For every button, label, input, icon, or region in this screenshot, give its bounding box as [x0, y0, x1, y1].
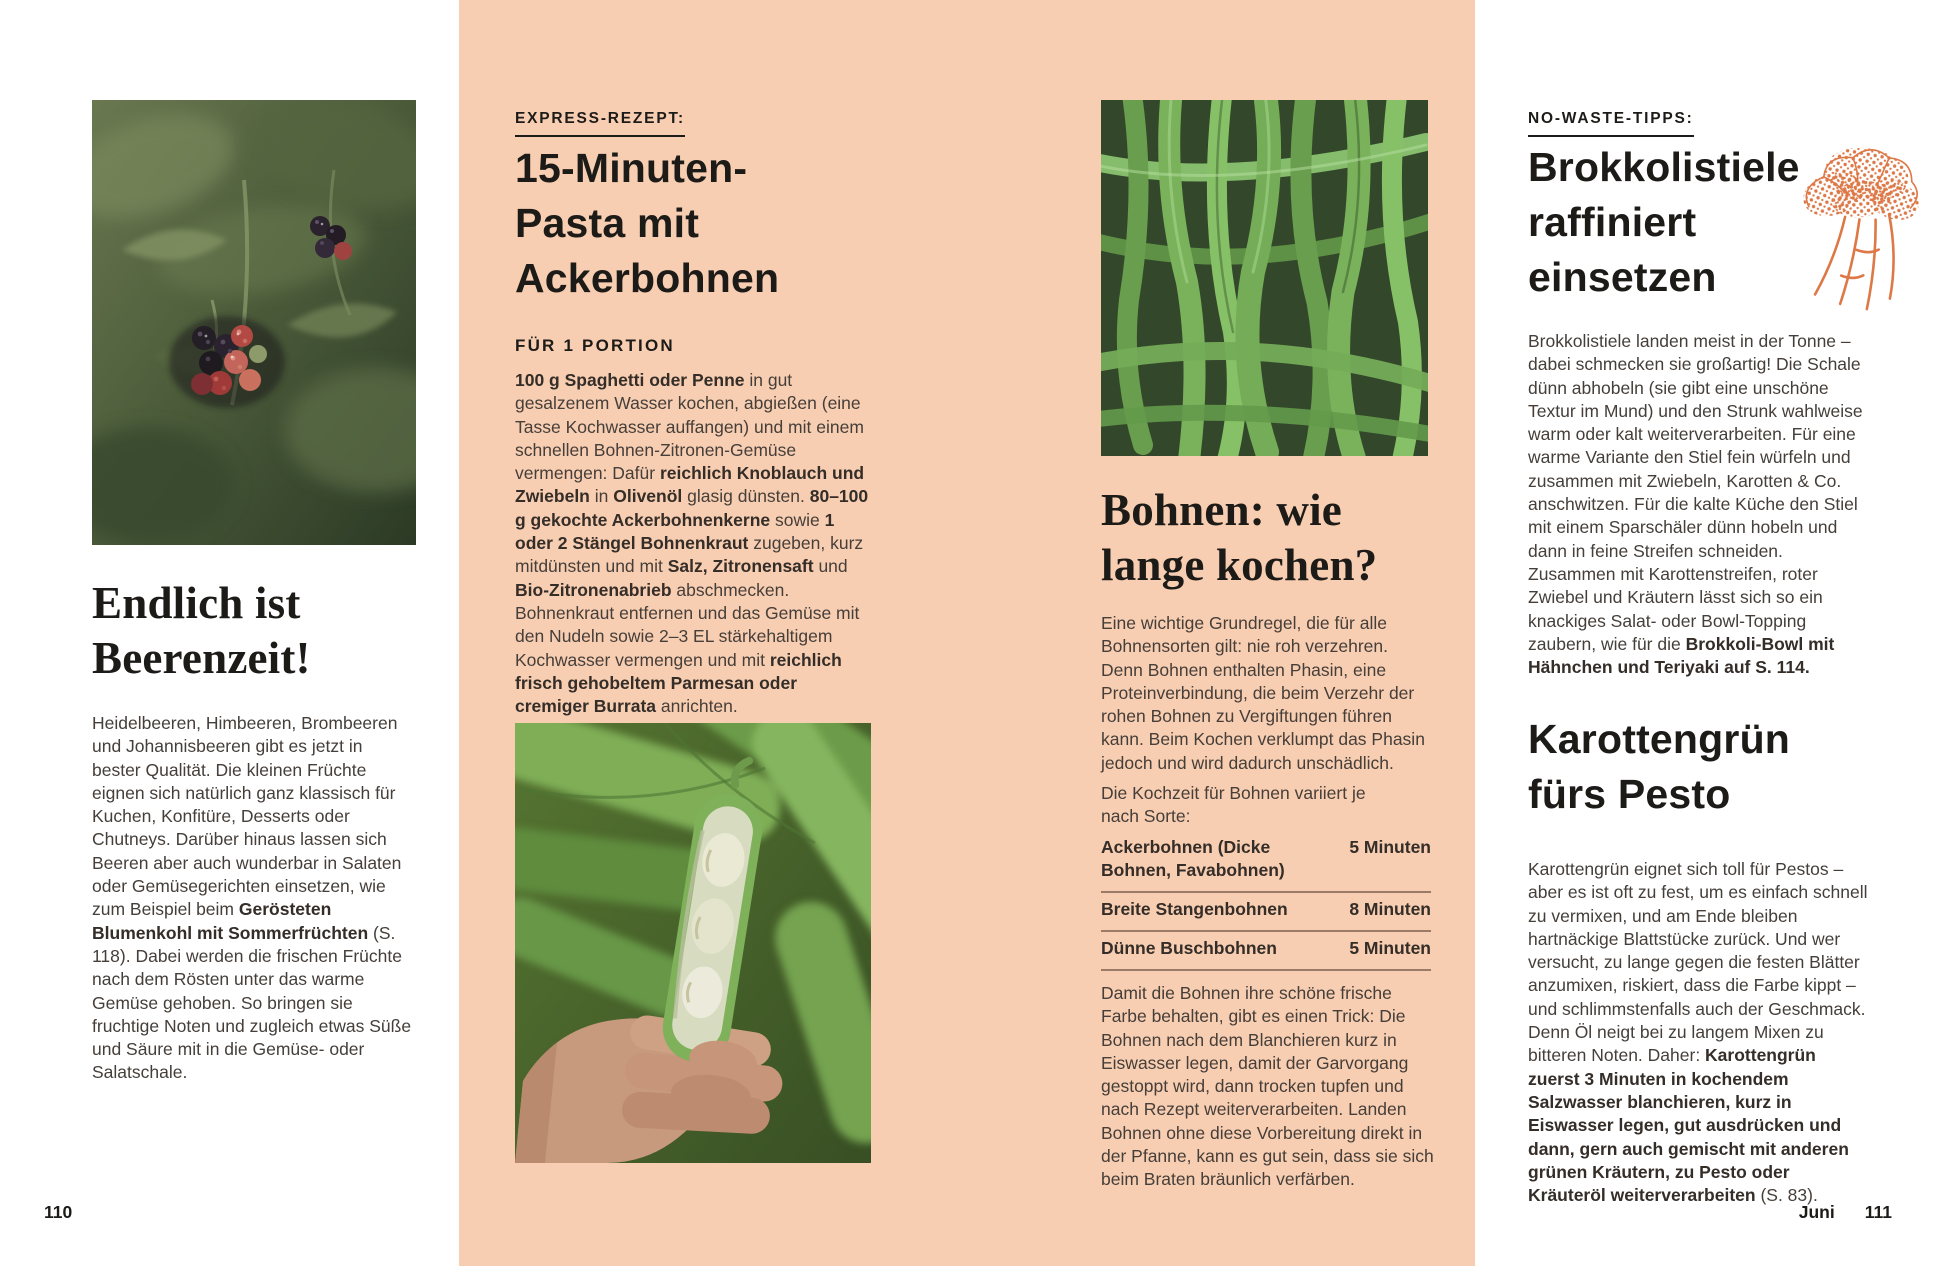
headline-line: Ackerbohnen: [515, 255, 780, 301]
cooking-time-cell: 5 Minuten: [1349, 938, 1431, 958]
bean-table-lead-text: Die Kochzeit für Bohnen variiert je nach Sorte:: [1101, 783, 1366, 827]
broccoli-illustration: [1784, 140, 1924, 315]
fava-beans-photo-art: [515, 723, 871, 1163]
express-rezept-kicker: EXPRESS-REZEPT:: [515, 110, 685, 137]
headline-line: Pasta mit: [515, 200, 700, 246]
cooking-time-cell: 5 Minuten: [1349, 837, 1431, 857]
broccoli-icon: [1784, 140, 1924, 315]
cooking-time-cell: 8 Minuten: [1349, 899, 1431, 919]
cooking-time-table: [1101, 836, 1431, 971]
bean-type-cell: Dünne Buschbohnen: [1101, 938, 1277, 958]
page-number-left: 110: [44, 1202, 73, 1222]
table-row: [1101, 836, 1431, 893]
green-beans-photo: [1101, 100, 1428, 456]
headline-line: Endlich ist: [92, 578, 301, 628]
headline-line: raffiniert: [1528, 199, 1697, 245]
headline-line: einsetzen: [1528, 254, 1717, 300]
bean-type-cell: Ackerbohnen (Dicke Bohnen, Favabohnen): [1101, 837, 1285, 880]
berry-headline: [92, 576, 432, 686]
headline-line: Bohnen: wie: [1101, 485, 1342, 535]
berry-body-text: Heidelbeeren, Himbeeren, Brombeeren und Johannisbeeren gibt es jetzt in bester Qualität. Die kleinen Früchte eignen sich natürlich ganz klassisch für Kuchen, Konfitüre, Desserts oder Chutneys. Darüber hinaus lassen sich Beeren aber auch wunderbar in Salaten oder Gemüsegerichten einsetzen, wie zum Beispiel beim Gerösteten Blumenkohl mit Sommerfrüchten (S. 118). Dabei werden die frischen Früchte nach dem Rösten unter das warme Gemüse gehoben. So bringen sie fruchtige Noten und zugleich etwas Süße und Säure mit in die Gemüse- oder Salatschale.: [92, 713, 412, 1083]
headline-line: Brokkolistiele: [1528, 144, 1800, 190]
headline-line: 15-Minuten-: [515, 145, 748, 191]
blackberries-photo: [92, 100, 416, 545]
month-label: Juni: [1798, 1202, 1835, 1222]
broccoli-body-text: Brokkolistiele landen meist in der Tonne – dabei schmecken sie großartig! Die Schale dünn abhobeln (sie gibt eine unschöne Textur im Mund) und den Strunk wahlweise warm oder kalt weiterverarbeiten. Für eine warme Variante den Stiel fein würfeln und zusammen mit Zwiebeln, Karotten & Co. anschwitzen. Für die kalte Küche den Stiel mit einem Sparschäler dünn hobeln und dann in feine Streifen schneiden. Zusammen mit Karottenstreifen, roter Zwiebel und Kräutern lässt sich so ein knackiges Salat- oder Bowl-Topping zaubern, wie für die Brokkoli-Bowl mit Hähnchen und Teriyaki auf S. 114.: [1528, 331, 1863, 678]
recipe-headline: [515, 141, 885, 306]
carrot-body-text: Karottengrün eignet sich toll für Pestos – aber es ist oft zu fest, um es einfach schnell zu vermixen, und am Ende bleiben hartnäckige Blattstücke zurück. Und wer versucht, zu lange gegen die festen Blätter anzumixen, riskiert, dass die Farbe kippt – und schlimmstenfalls auch der Geschmack. Denn Öl neigt bei zu langem Mixen zu bitteren Noten. Daher: Karottengrün zuerst 3 Minuten in kochendem Salzwasser blanchieren, kurz in Eiswasser legen, gut ausdrücken und dann, gern auch gemischt mit anderen grünen Kräutern, zu Pesto oder Kräuteröl weiterverarbeiten (S. 83).: [1528, 859, 1868, 1206]
table-row: [1101, 932, 1431, 971]
carrot-pesto-headline: [1528, 712, 1868, 822]
headline-line: fürs Pesto: [1528, 771, 1731, 817]
recipe-body-text: 100 g Spaghetti oder Penne in gut gesalzenem Wasser kochen, abgießen (eine Tasse Kochwasser auffangen) und mit einem schnellen Bohnen-Zitronen-Gemüse vermengen: Dafür reichlich Knoblauch und Zwiebeln in Olivenöl glasig dünsten. 80–100 g gekochte Ackerbohnenkerne sowie 1 oder 2 Stängel Bohnenkraut zugeben, kurz mitdünsten und mit Salz, Zitronensaft und Bio-Zitronenabrieb abschmecken. Bohnenkraut entfernen und das Gemüse mit den Nudeln sowie 2–3 EL stärkehaltigem Kochwasser vermengen und mit reichlich frisch gehobeltem Parmesan oder cremiger Burrata anrichten.: [515, 370, 869, 717]
bean-tip-text: Damit die Bohnen ihre schöne frische Farbe behalten, gibt es einen Trick: Die Bohnen nach dem Blanchieren kurz in Eiswasser legen, damit der Garvorgang gestoppt wird, dann trocken tupfen und nach Rezept weiterverarbeiten. Landen Bohnen ohne diese Vorbereitung direkt in der Pfanne, kann es gut sein, dass sie sich beim Braten bräunlich verfärben.: [1101, 983, 1434, 1190]
page-number-right: 111: [1864, 1202, 1892, 1222]
headline-line: lange kochen?: [1101, 540, 1378, 590]
bean-cooking-headline: [1101, 483, 1441, 593]
no-waste-kicker: NO-WASTE-TIPPS:: [1528, 110, 1694, 137]
fava-beans-photo: [515, 723, 871, 1163]
right-page-footer: [1690, 1202, 1892, 1223]
serving-label: FÜR 1 PORTION: [515, 336, 675, 355]
blackberries-photo-art: [92, 100, 416, 545]
headline-line: Beerenzeit!: [92, 633, 311, 683]
table-row: [1101, 893, 1431, 932]
green-beans-photo-art: [1101, 100, 1428, 456]
bean-intro-text: Eine wichtige Grundregel, die für alle Bohnensorten gilt: nie roh verzehren. Denn Bohnen enthalten Phasin, eine Proteinverbindung, die beim Verzehr der rohen Bohnen zu Vergiftungen führen kann. Beim Kochen verklumpt das Phasin jedoch und wird dadurch unschädlich.: [1101, 613, 1425, 773]
bean-type-cell: Breite Stangenbohnen: [1101, 899, 1288, 919]
headline-line: Karottengrün: [1528, 716, 1791, 762]
